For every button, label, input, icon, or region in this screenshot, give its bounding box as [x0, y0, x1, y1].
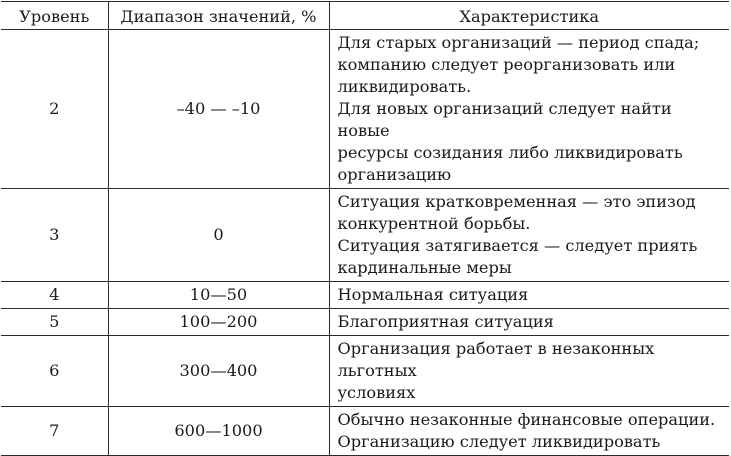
description-cell	[329, 309, 729, 336]
description-line: Организацию следует ликвидировать	[337, 432, 661, 451]
description-cell	[329, 189, 729, 282]
level-cell: 7	[1, 407, 108, 456]
description-line: условиях	[337, 383, 416, 402]
description-line: кардинальные меры	[337, 258, 512, 277]
table-row	[1, 282, 729, 309]
range-cell: –40 — –10	[108, 30, 329, 189]
table-row	[1, 309, 729, 336]
table-row	[1, 336, 729, 407]
range-cell: 0	[108, 189, 329, 282]
description-line: Благоприятная ситуация	[337, 312, 554, 331]
description-line: Ситуация кратковременная — это эпизод	[337, 192, 696, 211]
level-cell: 5	[1, 309, 108, 336]
description-cell	[329, 282, 729, 309]
description-cell	[329, 336, 729, 407]
range-cell: 300—400	[108, 336, 329, 407]
description-line: Нормальная ситуация	[337, 285, 529, 304]
levels-table	[1, 1, 729, 456]
description-line: Ситуация затягивается — следует приять	[337, 236, 698, 255]
description-line: Организация работает в незаконных льготных	[337, 339, 655, 380]
level-cell: 2	[1, 30, 108, 189]
header-range: Диапазон значений, %	[108, 2, 329, 30]
level-cell: 4	[1, 282, 108, 309]
description-line: ликвидировать.	[337, 77, 472, 96]
description-line: Обычно незаконные финансовые операции.	[337, 410, 716, 429]
description-line: Для новых организаций следует найти новые	[337, 99, 672, 140]
range-cell: 10—50	[108, 282, 329, 309]
header-characteristic: Характеристика	[329, 2, 729, 30]
description-line: организацию	[337, 165, 452, 184]
range-cell: 600—1000	[108, 407, 329, 456]
level-cell: 3	[1, 189, 108, 282]
table-row	[1, 407, 729, 456]
description-line: компанию следует реорганизовать или	[337, 55, 676, 74]
header-row	[1, 2, 729, 30]
description-cell	[329, 407, 729, 456]
description-line: Для старых организаций — период спада;	[337, 33, 700, 52]
range-cell: 100—200	[108, 309, 329, 336]
header-level: Уровень	[1, 2, 108, 30]
level-cell: 6	[1, 336, 108, 407]
description-line: конкурентной борьбы.	[337, 214, 531, 233]
description-line: ресурсы созидания либо ликвидировать	[337, 143, 683, 162]
table-row	[1, 189, 729, 282]
table-row	[1, 30, 729, 189]
description-cell	[329, 30, 729, 189]
